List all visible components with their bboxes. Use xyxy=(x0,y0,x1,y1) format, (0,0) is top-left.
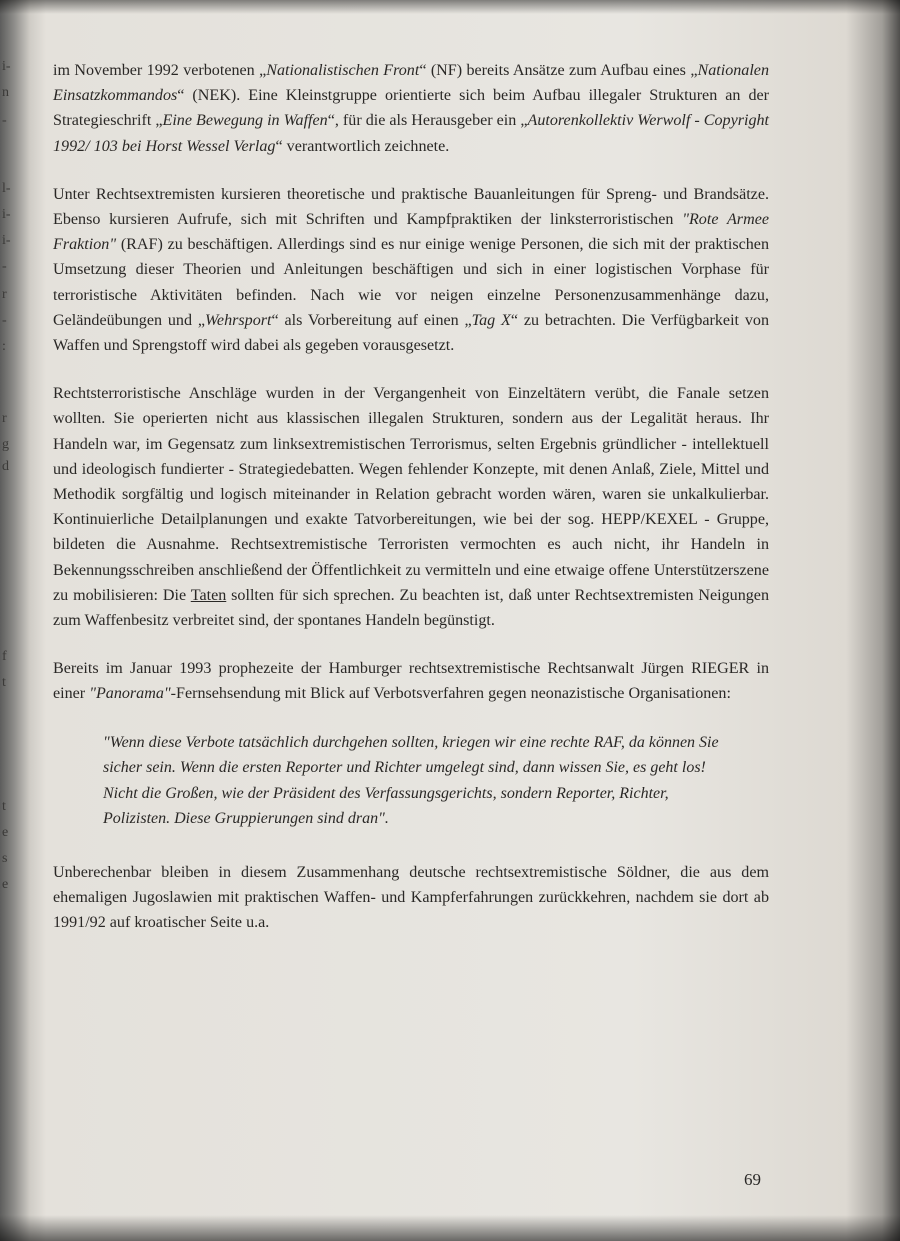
text-run: sollten für sich sprechen. Zu beachten ist, daß unter Rechtsextremisten Neigungen zum Waffenbesitz verbreitet sind, der spontanes Handeln begünstigt. xyxy=(53,586,769,630)
margin-mark: : xyxy=(2,339,6,354)
margin-mark: r xyxy=(2,287,7,302)
margin-mark: t xyxy=(2,799,6,814)
margin-mark: g xyxy=(2,437,9,452)
italic-term: Nationalistischen Front xyxy=(266,62,420,79)
italic-term: "Rote Armee Fraktion" xyxy=(53,211,769,254)
margin-mark: - xyxy=(2,313,7,328)
text-run: im November 1992 verbotenen „ xyxy=(53,62,267,79)
margin-mark: l- xyxy=(2,181,11,196)
block-quote: "Wenn diese Verbote tatsächlich durchgehen sollten, kriegen wir eine rechte RAF, da können Sie sicher sein. Wenn die ersten Reporter und Richter umgelegt sind, dann wissen Sie, es geht los! Nicht die Großen, wie der Präsident des Verfassungsgerichts, sondern Reporter, Richter, Polizisten. Diese Gruppierungen sind dran". xyxy=(103,733,719,828)
text-run: “ (NEK). Eine Kleinstgruppe orientierte sich beim Aufbau illegaler Strukturen an der Strategieschrift „ xyxy=(53,87,769,130)
margin-mark: t xyxy=(2,675,6,690)
italic-term: Eine Bewegung in Waffen xyxy=(162,112,328,130)
paragraph-soeldner: Unberechenbar bleiben in diesem Zusammenhang deutsche rechtsextremistische Söldner, die aus dem ehemaligen Jugoslawien mit praktischen Waffen- und Kampferfahrungen zurückkehren, nachdem sie dort ab 1991/92 auf kroatischer Seite u.a. xyxy=(53,864,769,932)
italic-term: "Panorama" xyxy=(89,685,171,703)
margin-mark: d xyxy=(2,459,9,474)
italic-term: Wehrsport xyxy=(205,311,272,329)
margin-mark: e xyxy=(2,825,9,840)
italic-term: Tag X xyxy=(471,311,511,329)
italic-term: Autorenkollektiv Werwolf - Copyright 1992/ 103 bei Horst Wessel Verlag xyxy=(53,112,770,155)
text-run: -Fernsehsendung mit Blick auf Verbotsverfahren gegen neonazistische Organisationen: xyxy=(170,685,731,703)
text-run: Rechtsterroristische Anschläge wurden in der Vergangenheit von Einzeltätern verübt, die Fanale setzen wollten. Sie operierten nicht aus klassischen illegalen Strukturen, sondern aus der Legalität heraus. Ihr Handeln war, im Gegensatz zum linksextremistischen Terrorismus, selten Ergebnis gründlicher - intellektuell und ideologisch fundierter - Strategiedebatten. Wegen fehlender Konzepte, mit denen Anlaß, Ziele, Mittel und Methodik sorgfältig und logisch miteinander in Relation gebracht worden wären, waren sie unkalkulierbar. Kontinuierliche Detailplanungen und exakte Tatvorbereitungen, wie bei der sog. HEPP/KEXEL - Gruppe, bildeten die Ausnahme. Rechtsextremistische Terroristen vermochten es auch nicht, ihr Handeln in Bekennungsschreiben anschließend der Öffentlichkeit zu vermitteln und eine etwaige offene Unterstützerszene zu mobilisieren: Die xyxy=(53,385,769,604)
margin-mark: s xyxy=(2,851,8,866)
margin-mark: - xyxy=(2,113,7,128)
margin-mark: e xyxy=(2,877,9,892)
bottom-edge-shadow xyxy=(0,1215,900,1241)
italic-term: Nationalen Einsatzkommandos xyxy=(53,62,769,105)
paragraph-bauanleitungen xyxy=(53,182,769,358)
margin-mark: f xyxy=(2,649,7,664)
margin-mark: i- xyxy=(2,207,11,222)
top-edge-shadow xyxy=(0,0,900,14)
text-run: “ als Vorbereitung auf einen „ xyxy=(271,311,472,329)
page-number: 69 xyxy=(744,1170,761,1189)
text-run: “ (NF) bereits Ansätze zum Aufbau eines „ xyxy=(419,62,698,79)
paragraph-anschlaege xyxy=(53,381,769,633)
margin-mark: r xyxy=(2,411,7,426)
text-run: Unter Rechtsextremisten kursieren theoretische und praktische Bauanleitungen für Spreng- und Brandsätze. Ebenso kursieren Aufrufe, sich mit Schriften und Kampfpraktiken der linksterroristischen xyxy=(53,185,769,229)
paragraph-rieger xyxy=(53,656,769,706)
text-run: Bereits im Januar 1993 prophezeite der Hamburger rechtsextremistische Rechtsanwalt Jürgen RIEGER in einer xyxy=(53,660,769,703)
margin-mark: i- xyxy=(2,59,11,74)
text-run: “ zu betrachten. Die Verfügbarkeit von Waffen und Sprengstoff wird dabei als gegeben vorausgesetzt. xyxy=(53,311,769,355)
underlined-term: Taten xyxy=(190,586,227,604)
margin-mark: - xyxy=(2,259,7,274)
text-run: “ verantwortlich zeichnete. xyxy=(275,137,450,155)
body-text xyxy=(53,58,769,959)
margin-mark: n xyxy=(2,85,9,100)
margin-mark: i- xyxy=(2,233,11,248)
paragraph-nf-nek xyxy=(53,58,769,159)
text-run: (RAF) zu beschäftigen. Allerdings sind es nur einige wenige Personen, die sich mit der praktischen Umsetzung dieser Theorien und Anleitungen beschäftigen und sich in einer logistischen Vorphase für terroristische Aktivitäten befinden. Nach wie vor neigen einzelne Personenzusammenhänge dazu, Geländeübungen und „ xyxy=(53,236,769,329)
text-run: “, für die als Herausgeber ein „ xyxy=(327,112,528,130)
